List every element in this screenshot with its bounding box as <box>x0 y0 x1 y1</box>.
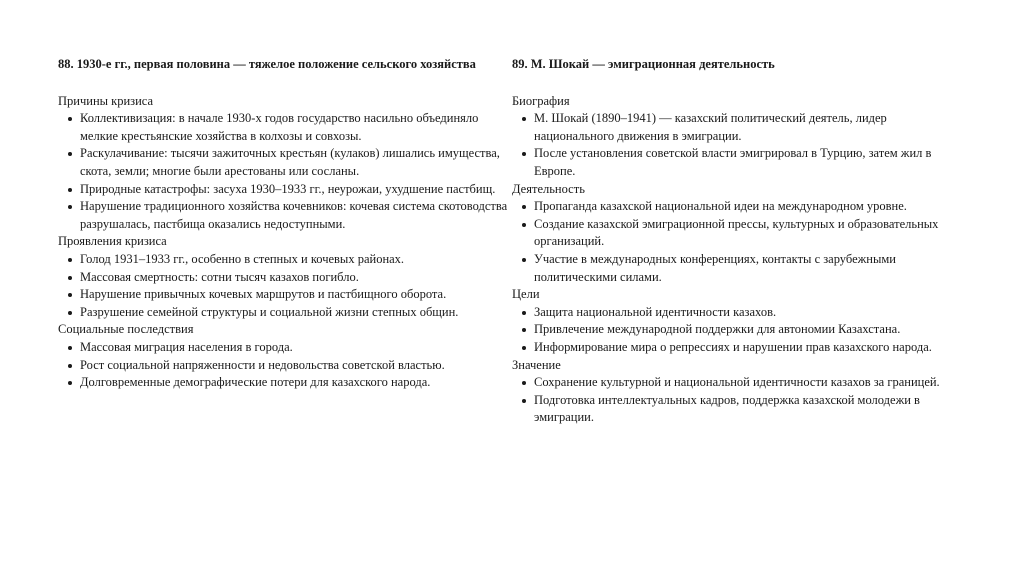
section-crisis-manifestations <box>58 233 513 321</box>
section-heading: Деятельность <box>512 181 585 196</box>
section-heading: Цели <box>512 287 540 302</box>
bullet-list <box>512 198 952 286</box>
section-social-consequences <box>58 321 513 391</box>
bullet-list <box>58 339 513 392</box>
list-item: Участие в международных конференциях, контакты с зарубежными политическими силами. <box>512 251 952 286</box>
section-heading: Проявления кризиса <box>58 234 167 249</box>
section-goals <box>512 286 952 356</box>
list-item: Массовая смертность: сотни тысяч казахов погибло. <box>58 269 513 287</box>
list-item: Информирование мира о репрессиях и нарушении прав казахского народа. <box>512 339 952 357</box>
right-column <box>512 56 952 427</box>
list-item: Природные катастрофы: засуха 1930–1933 гг., неурожаи, ухудшение пастбищ. <box>58 181 513 199</box>
bullet-list <box>58 110 513 233</box>
left-column-title: 88. 1930-е гг., первая половина — тяжелое положение сельского хозяйства <box>58 57 476 71</box>
bullet-list <box>512 304 952 357</box>
list-item: После установления советской власти эмигрировал в Турцию, затем жил в Европе. <box>512 145 952 180</box>
list-item: Коллективизация: в начале 1930-х годов государство насильно объединяло мелкие крестьянские хозяйства в колхозы и совхозы. <box>58 110 513 145</box>
section-crisis-causes <box>58 93 513 234</box>
section-activity <box>512 181 952 287</box>
list-item: Раскулачивание: тысячи зажиточных крестьян (кулаков) лишались имущества, скота, земли; многие были арестованы или сосланы. <box>58 145 513 180</box>
bullet-list <box>512 374 952 427</box>
section-biography <box>512 93 952 181</box>
left-column <box>58 56 513 392</box>
list-item: Нарушение традиционного хозяйства кочевников: кочевая система скотоводства разрушалась, пастбища оказались недоступными. <box>58 198 513 233</box>
section-significance <box>512 357 952 427</box>
list-item: Привлечение международной поддержки для автономии Казахстана. <box>512 321 952 339</box>
list-item: Нарушение привычных кочевых маршрутов и пастбищного оборота. <box>58 286 513 304</box>
list-item: Долговременные демографические потери для казахского народа. <box>58 374 513 392</box>
bullet-list <box>512 110 952 180</box>
right-column-title: 89. М. Шокай — эмиграционная деятельность <box>512 57 775 71</box>
list-item: Подготовка интеллектуальных кадров, поддержка казахской молодежи в эмиграции. <box>512 392 952 427</box>
list-item: Пропаганда казахской национальной идеи на международном уровне. <box>512 198 952 216</box>
bullet-list <box>58 251 513 321</box>
list-item: Голод 1931–1933 гг., особенно в степных и кочевых районах. <box>58 251 513 269</box>
list-item: М. Шокай (1890–1941) — казахский политический деятель, лидер национального движения в эмиграции. <box>512 110 952 145</box>
list-item: Рост социальной напряженности и недовольства советской властью. <box>58 357 513 375</box>
list-item: Массовая миграция населения в города. <box>58 339 513 357</box>
section-heading: Биография <box>512 93 570 108</box>
section-heading: Причины кризиса <box>58 93 154 108</box>
list-item: Сохранение культурной и национальной идентичности казахов за границей. <box>512 374 952 392</box>
list-item: Защита национальной идентичности казахов. <box>512 304 952 322</box>
list-item: Создание казахской эмиграционной прессы, культурных и образовательных организаций. <box>512 216 952 251</box>
list-item: Разрушение семейной структуры и социальной жизни степных общин. <box>58 304 513 322</box>
section-heading: Значение <box>512 357 561 372</box>
section-heading: Социальные последствия <box>58 322 194 337</box>
